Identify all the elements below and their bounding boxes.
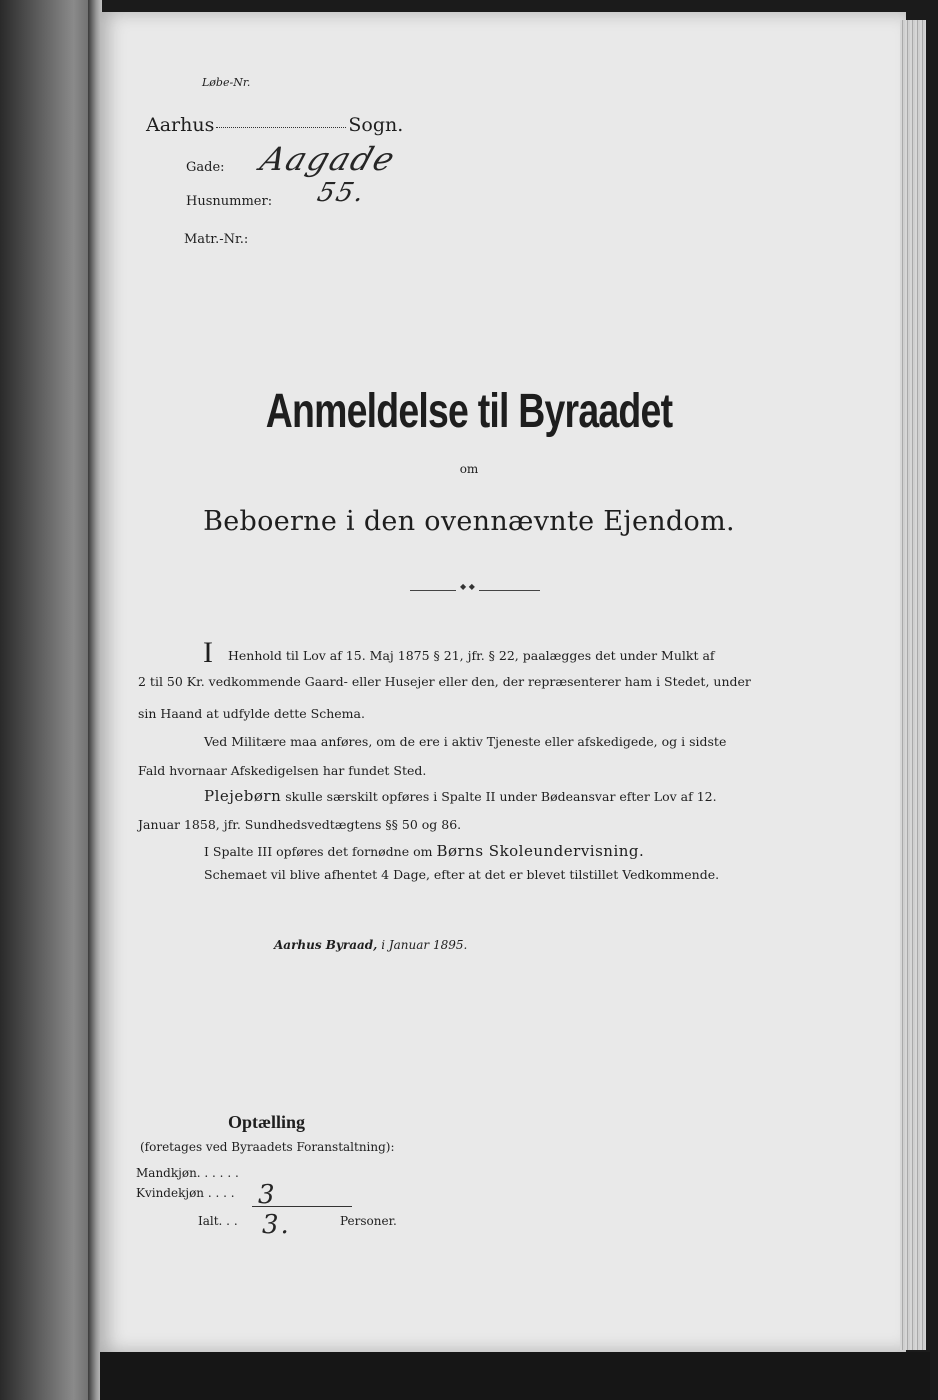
ialt-label: Ialt. . .	[198, 1214, 238, 1228]
parish-blank	[216, 127, 346, 128]
gade-label: Gade:	[186, 160, 225, 175]
mandkjon-label: Mandkjøn. . . . . .	[136, 1166, 239, 1180]
paragraph-1-line-3: sin Haand at udfylde dette Schema.	[138, 706, 365, 721]
paragraph-3-line-1	[204, 787, 717, 805]
title-om: om	[459, 462, 479, 476]
paragraph-2-line-1: Ved Militære maa anføres, om de ere i aktiv Tjeneste eller afskedigede, og i sidste	[204, 734, 727, 749]
kvindekjon-label: Kvindekjøn . . . .	[136, 1186, 235, 1200]
gade-handwritten-value: Aagade	[255, 140, 402, 178]
personer-label: Personer.	[340, 1214, 397, 1228]
left-page-edge	[0, 0, 92, 1400]
ialt-handwritten-value: 3.	[262, 1210, 291, 1240]
city-name: Aarhus	[146, 114, 215, 136]
signature-authority: Aarhus Byraad,	[274, 938, 378, 952]
husnummer-handwritten-value: 55.	[314, 178, 370, 208]
paragraph-5: Schemaet vil blive afhentet 4 Dage, efter at det er blevet tilstillet Vedkommende.	[204, 867, 720, 882]
ornament-divider	[410, 590, 540, 591]
page-stack-edge	[900, 20, 926, 1350]
matr-nr-label: Matr.-Nr.:	[184, 232, 249, 247]
document-title: Anmeldelse til Byraadet	[265, 385, 673, 438]
lobe-nr-label: Løbe-Nr.	[202, 76, 251, 89]
plejeborn-emphasis: Plejebørn	[204, 787, 282, 805]
count-subtitle: (foretages ved Byraadets Foranstaltning):	[140, 1140, 395, 1154]
signature-date: i Januar 1895.	[381, 938, 468, 952]
document-subtitle: Beboerne i den ovennævnte Ejendom.	[203, 506, 735, 537]
parish-line	[146, 114, 403, 136]
husnummer-label: Husnummer:	[186, 194, 273, 209]
paragraph-3-text: skulle særskilt opføres i Spalte II under Bødeansvar efter Lov af 12.	[285, 789, 717, 804]
kvindekjon-handwritten-value: 3	[258, 1180, 277, 1210]
paragraph-3-line-2: Januar 1858, jfr. Sundhedsvedtægtens §§ 50 og 86.	[138, 817, 462, 832]
signature-line	[274, 938, 467, 952]
paragraph-4	[204, 842, 644, 860]
initial-capital: I	[203, 636, 213, 669]
count-title: Optælling	[228, 1112, 306, 1132]
paragraph-2-line-2: Fald hvornaar Afskedigelsen har fundet Sted.	[138, 763, 427, 778]
paragraph-1-line-2: 2 til 50 Kr. vedkommende Gaard- eller Husejer eller den, der repræsenterer ham i Stedet, under	[138, 674, 751, 689]
skoleundervisning-emphasis: Børns Skoleundervisning.	[436, 842, 645, 860]
sogn-label: Sogn.	[348, 114, 404, 136]
paragraph-4-text: I Spalte III opføres det fornødne om	[204, 844, 433, 859]
bottom-shadow	[100, 1352, 930, 1400]
paragraph-1-line-1: Henhold til Lov af 15. Maj 1875 § 21, jfr. § 22, paalægges det under Mulkt af	[228, 648, 715, 663]
